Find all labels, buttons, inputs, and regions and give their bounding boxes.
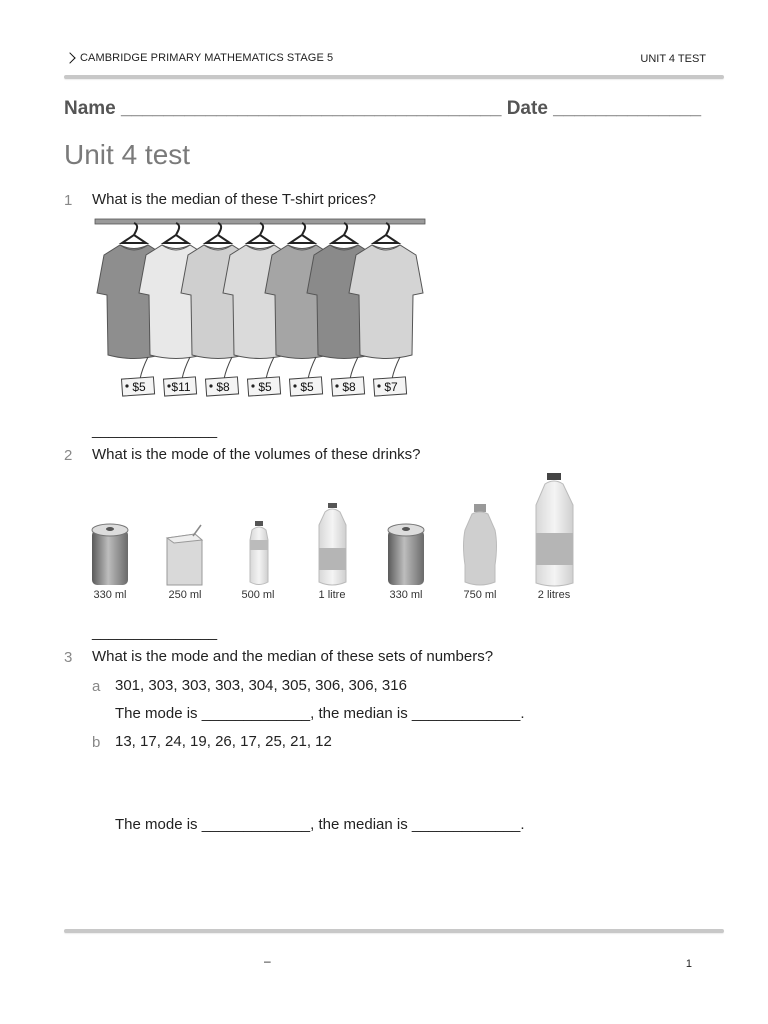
drink-label: 2 litres (537, 589, 571, 601)
medium-bottle-icon (464, 504, 497, 585)
running-header-left (66, 52, 333, 64)
question-1-number: 1 (64, 192, 73, 209)
tshirt-rack-illustration (90, 215, 446, 407)
header-unit-label: UNIT 4 TEST (640, 53, 706, 65)
drink-label: 330 ml (93, 589, 127, 601)
drink-label: 330 ml (389, 589, 423, 601)
price-label: $5 (258, 380, 272, 394)
drink-label: 500 ml (241, 589, 275, 601)
page-title: Unit 4 test (64, 139, 191, 170)
question-1-answer-line: _______________ (92, 422, 218, 439)
question-3-number: 3 (64, 649, 73, 666)
footer-dash: – (264, 954, 271, 968)
question-3b-label: b (92, 734, 101, 751)
price-tag (121, 377, 154, 396)
question-3a-answer: The mode is _____________, the median is _____________. (115, 705, 525, 722)
name-date-line: Name ____________________________________ Date ______________ (64, 98, 702, 119)
question-3a-label: a (92, 678, 101, 695)
question-3a-numbers: 301, 303, 303, 303, 304, 305, 306, 306, 316 (115, 677, 407, 694)
question-2-answer-line: _______________ (92, 624, 218, 641)
question-3-text: What is the mode and the median of these sets of numbers? (92, 648, 494, 665)
can-icon (92, 524, 128, 585)
price-tag (163, 377, 196, 396)
juice-carton-icon (167, 525, 202, 585)
price-label: $5 (300, 380, 314, 394)
price-label: $11 (171, 380, 191, 394)
drinks-illustration (85, 470, 585, 590)
header-course-title: CAMBRIDGE PRIMARY MATHEMATICS STAGE 5 (80, 52, 334, 64)
price-tag (247, 377, 280, 396)
question-2-text: What is the mode of the volumes of these drinks? (92, 446, 421, 463)
price-label: $8 (342, 380, 356, 394)
price-label: $5 (132, 380, 146, 394)
footer-rule (64, 929, 724, 933)
question-1-text: What is the median of these T-shirt prices? (92, 191, 377, 208)
price-label: $8 (216, 380, 230, 394)
large-bottle-icon (536, 473, 573, 586)
chevron-right-icon (64, 52, 75, 63)
can-icon (388, 524, 424, 585)
drink-label: 250 ml (168, 589, 202, 601)
price-label: $7 (384, 380, 398, 394)
drink-label: 750 ml (463, 589, 497, 601)
price-tag (205, 377, 238, 396)
small-bottle-icon (250, 521, 268, 585)
price-tag (289, 377, 322, 396)
question-3b-numbers: 13, 17, 24, 19, 26, 17, 25, 21, 12 (115, 733, 332, 750)
header-rule (64, 75, 724, 79)
question-2-number: 2 (64, 447, 73, 464)
price-tag (331, 377, 364, 396)
price-tag (373, 377, 406, 396)
drink-label: 1 litre (318, 589, 346, 601)
page-number: 1 (685, 958, 692, 970)
litre-bottle-icon (319, 503, 346, 585)
question-3b-answer: The mode is _____________, the median is _____________. (115, 816, 525, 833)
